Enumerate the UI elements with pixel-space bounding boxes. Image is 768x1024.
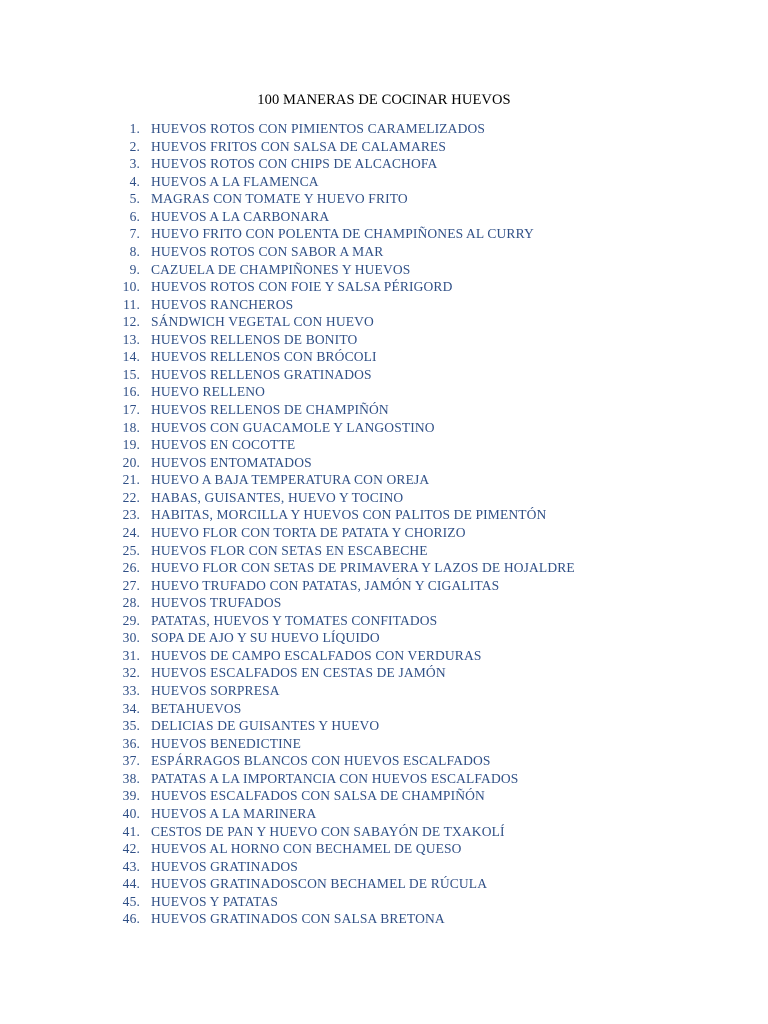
list-item <box>118 261 575 279</box>
list-item-number: 23. <box>122 507 140 523</box>
list-item <box>118 471 575 489</box>
list-item-number: 17. <box>122 402 140 417</box>
list-item-text: HUEVOS RELLENOS CON BRÓCOLI <box>151 349 377 365</box>
list-item <box>118 208 575 226</box>
list-item-text: HUEVOS RELLENOS DE BONITO <box>151 331 358 347</box>
list-item <box>118 419 575 437</box>
list-item-text: HUEVOS FLOR CON SETAS EN ESCABECHE <box>151 542 428 558</box>
list-item-text: HUEVO FLOR CON SETAS DE PRIMAVERA Y LAZOS DE HOJALDRE <box>151 560 575 576</box>
list-item-number: 45. <box>122 893 140 909</box>
list-item <box>118 823 575 841</box>
list-item-text: CAZUELA DE CHAMPIÑONES Y HUEVOS <box>151 261 411 277</box>
list-item-number: 39. <box>122 788 140 804</box>
list-item-number: 4. <box>129 173 140 189</box>
list-item-number: 19. <box>122 437 140 453</box>
list-item-number: 41. <box>122 823 140 839</box>
list-item-text: ESPÁRRAGOS BLANCOS CON HUEVOS ESCALFADOS <box>151 753 491 769</box>
list-item-number: 25. <box>122 542 140 558</box>
list-item-number: 42. <box>122 841 140 857</box>
list-item-number: 1. <box>129 121 140 136</box>
list-item <box>118 770 575 788</box>
list-item <box>118 594 575 612</box>
list-item <box>118 313 575 331</box>
list-item-number: 11. <box>123 296 140 312</box>
recipe-list <box>118 120 575 928</box>
list-item-number: 15. <box>122 366 140 382</box>
list-item-text: HUEVO A BAJA TEMPERATURA CON OREJA <box>151 472 430 488</box>
list-item-text: HUEVOS ENTOMATADOS <box>151 454 312 470</box>
list-item-text: HABITAS, MORCILLA Y HUEVOS CON PALITOS DE PIMENTÓN <box>151 507 547 523</box>
list-item <box>118 717 575 735</box>
list-item-number: 24. <box>122 524 140 540</box>
list-item-text: HUEVOS CON GUACAMOLE Y LANGOSTINO <box>151 419 435 435</box>
list-item <box>118 858 575 876</box>
list-item-text: DELICIAS DE GUISANTES Y HUEVO <box>151 718 380 734</box>
list-item-number: 34. <box>122 700 140 716</box>
list-item-text: HUEVO FLOR CON TORTA DE PATATA Y CHORIZO <box>151 524 466 540</box>
list-item-number: 7. <box>129 226 140 242</box>
list-item-number: 26. <box>122 560 140 576</box>
list-item-number: 2. <box>129 138 140 154</box>
list-item-text: MAGRAS CON TOMATE Y HUEVO FRITO <box>151 191 408 207</box>
list-item <box>118 401 575 419</box>
list-item-text: HUEVOS AL HORNO CON BECHAMEL DE QUESO <box>151 841 462 857</box>
list-item <box>118 752 575 770</box>
list-item-text: HUEVOS ESCALFADOS EN CESTAS DE JAMÓN <box>151 665 446 681</box>
list-item <box>118 138 575 156</box>
list-item-text: HUEVOS RELLENOS DE CHAMPIÑÓN <box>151 402 389 417</box>
list-item-text: HUEVO RELLENO <box>151 384 266 400</box>
list-item-number: 31. <box>122 647 140 663</box>
list-item <box>118 910 575 928</box>
list-item <box>118 577 575 595</box>
list-item-text: HUEVOS ROTOS CON FOIE Y SALSA PÉRIGORD <box>151 279 453 295</box>
list-item <box>118 225 575 243</box>
list-item-text: HUEVOS ROTOS CON SABOR A MAR <box>151 243 384 259</box>
list-item <box>118 524 575 542</box>
list-item-number: 37. <box>122 753 140 769</box>
list-item-number: 27. <box>122 577 140 593</box>
list-item-number: 22. <box>122 489 140 505</box>
list-item-number: 28. <box>122 595 140 611</box>
list-item <box>118 436 575 454</box>
list-item <box>118 647 575 665</box>
list-item <box>118 559 575 577</box>
list-item-number: 21. <box>122 472 140 488</box>
list-item-text: SOPA DE AJO Y SU HUEVO LÍQUIDO <box>151 630 380 646</box>
list-item-number: 43. <box>122 858 140 874</box>
list-item <box>118 243 575 261</box>
list-item-number: 29. <box>122 612 140 628</box>
list-item-number: 14. <box>122 349 140 365</box>
list-item-text: HUEVOS RANCHEROS <box>151 296 294 312</box>
list-item <box>118 278 575 296</box>
list-item-text: SÁNDWICH VEGETAL CON HUEVO <box>151 314 374 330</box>
list-item <box>118 173 575 191</box>
list-item <box>118 155 575 173</box>
list-item-text: PATATAS, HUEVOS Y TOMATES CONFITADOS <box>151 612 438 628</box>
list-item <box>118 542 575 560</box>
list-item-number: 32. <box>122 665 140 681</box>
list-item-number: 38. <box>122 770 140 786</box>
list-item-number: 44. <box>122 876 140 892</box>
list-item <box>118 787 575 805</box>
document-title: 100 MANERAS DE COCINAR HUEVOS <box>257 92 511 108</box>
list-item-text: HUEVOS A LA MARINERA <box>151 805 317 821</box>
list-item-number: 16. <box>122 384 140 400</box>
list-item <box>118 893 575 911</box>
list-item-text: HUEVOS RELLENOS GRATINADOS <box>151 366 372 382</box>
list-item-text: HUEVOS SORPRESA <box>151 683 280 698</box>
list-item <box>118 612 575 630</box>
list-item <box>118 489 575 507</box>
list-item-number: 36. <box>122 735 140 751</box>
list-item <box>118 875 575 893</box>
list-item-text: PATATAS A LA IMPORTANCIA CON HUEVOS ESCALFADOS <box>151 770 519 786</box>
list-item-text: HUEVOS DE CAMPO ESCALFADOS CON VERDURAS <box>151 647 482 663</box>
list-item <box>118 331 575 349</box>
list-item-text: CESTOS DE PAN Y HUEVO CON SABAYÓN DE TXAKOLÍ <box>151 823 505 839</box>
list-item <box>118 700 575 718</box>
list-item-number: 35. <box>122 718 140 734</box>
list-item-number: 46. <box>122 911 140 927</box>
list-item <box>118 805 575 823</box>
list-item-text: HUEVOS GRATINADOS <box>151 858 298 874</box>
list-item <box>118 682 575 700</box>
list-item <box>118 840 575 858</box>
list-item-number: 3. <box>129 156 140 172</box>
list-item-number: 10. <box>122 279 140 295</box>
list-item-text: HUEVO FRITO CON POLENTA DE CHAMPIÑONES AL CURRY <box>151 226 534 242</box>
list-item <box>118 296 575 314</box>
list-item-text: BETAHUEVOS <box>151 700 242 716</box>
list-item <box>118 664 575 682</box>
list-item-number: 13. <box>122 331 140 347</box>
list-item-number: 40. <box>122 805 140 821</box>
list-item <box>118 383 575 401</box>
list-item-number: 5. <box>129 191 140 207</box>
list-item <box>118 120 575 138</box>
list-item <box>118 629 575 647</box>
list-item-text: HUEVOS ROTOS CON PIMIENTOS CARAMELIZADOS <box>151 121 486 136</box>
list-item-text: HUEVOS FRITOS CON SALSA DE CALAMARES <box>151 138 447 154</box>
list-item <box>118 190 575 208</box>
list-item-text: HUEVOS GRATINADOSCON BECHAMEL DE RÚCULA <box>151 876 488 892</box>
list-item-number: 9. <box>129 261 140 277</box>
list-item-text: HUEVO TRUFADO CON PATATAS, JAMÓN Y CIGALITAS <box>151 577 500 593</box>
list-item <box>118 454 575 472</box>
list-item-text: HUEVOS A LA CARBONARA <box>151 208 330 224</box>
list-item-number: 12. <box>122 314 140 330</box>
list-item-text: HUEVOS EN COCOTTE <box>151 437 296 453</box>
list-item-number: 6. <box>129 208 140 224</box>
list-item-text: HUEVOS TRUFADOS <box>151 595 282 611</box>
list-item <box>118 735 575 753</box>
list-item <box>118 348 575 366</box>
list-item-text: HUEVOS ESCALFADOS CON SALSA DE CHAMPIÑÓN <box>151 788 485 804</box>
list-item <box>118 366 575 384</box>
list-item-text: HUEVOS BENEDICTINE <box>151 735 302 751</box>
list-item-number: 8. <box>129 243 140 259</box>
list-item-text: HUEVOS A LA FLAMENCA <box>151 173 319 189</box>
list-item-number: 33. <box>122 683 140 698</box>
list-item-text: HUEVOS ROTOS CON CHIPS DE ALCACHOFA <box>151 156 438 172</box>
list-item-number: 18. <box>122 419 140 435</box>
list-item-number: 20. <box>122 454 140 470</box>
list-item-text: HUEVOS GRATINADOS CON SALSA BRETONA <box>151 911 445 927</box>
list-item-number: 30. <box>122 630 140 646</box>
list-item-text: HUEVOS Y PATATAS <box>151 893 279 909</box>
list-item <box>118 506 575 524</box>
list-item-text: HABAS, GUISANTES, HUEVO Y TOCINO <box>151 489 404 505</box>
